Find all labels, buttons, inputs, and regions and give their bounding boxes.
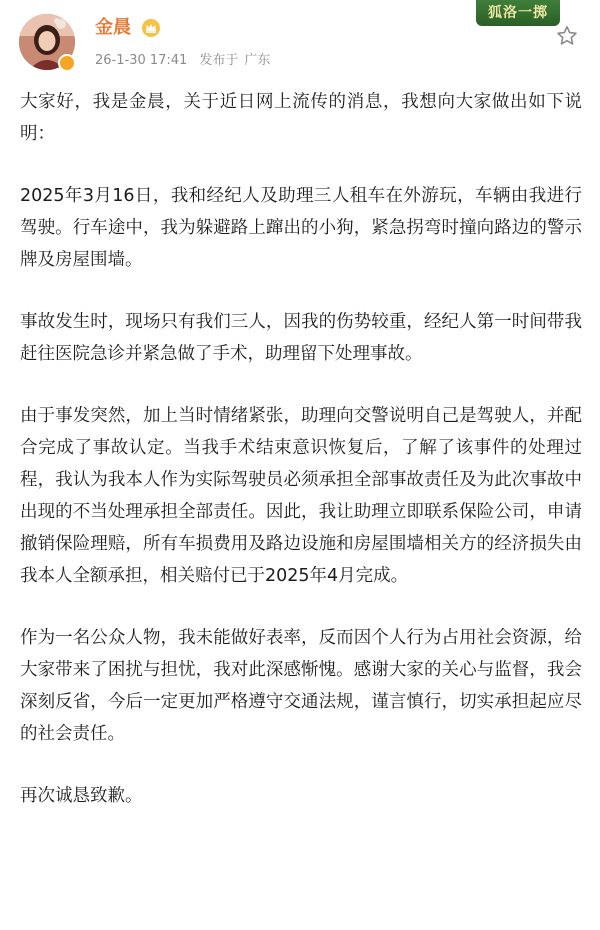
post-paragraph: 再次诚恳致歉。 — [20, 786, 143, 806]
post-paragraph: 2025年3月16日，我和经纪人及助理三人租车在外游玩，车辆由我进行驾驶。行车途中，我为躲避路上蹿出的小狗，紧急拐弯时撞向路边的警示牌及房屋围墙。 — [20, 186, 582, 270]
location-value: 广东 — [244, 53, 271, 68]
author-name[interactable]: 金晨 — [95, 17, 131, 38]
post-timestamp: 26-1-30 17:41 — [95, 53, 188, 68]
post-paragraph: 由于事发突然，加上当时情绪紧张，助理向交警说明自己是驾驶人，并配合完成了事故认定。当我手术结束意识恢复后，了解了该事件的处理过程，我认为我本人作为实际驾驶员必须承担全部事故责任及为此次事故中出现的不当处理承担全部责任。因此，我让助理立即联系保险公司，申请撤销保险理赔，所有车损费用及路边设施和房屋围墙相关方的经济损失由我本人全额承担，相关赔付已于2025年4月完成。 — [20, 406, 582, 586]
crown-icon — [141, 18, 161, 38]
verified-badge-icon — [58, 54, 76, 72]
post-meta — [95, 52, 270, 70]
post-header — [0, 0, 600, 84]
post-body — [20, 86, 582, 812]
post-paragraph: 作为一名公众人物，我未能做好表率，反而因个人行为占用社会资源，给大家带来了困扰与担忧，我对此深感惭愧。感谢大家的关心与监督，我会深刻反省，今后一定更加严格遵守交通法规，谨言慎行，切实承担起应尽的社会责任。 — [20, 628, 582, 744]
star-icon[interactable] — [555, 24, 579, 48]
location-label: 发布于 — [199, 53, 239, 68]
brand-watermark-badge: 狐洛一掷 — [476, 0, 560, 26]
post-paragraph: 事故发生时，现场只有我们三人，因我的伤势较重，经纪人第一时间带我赶往医院急诊并紧急做了手术，助理留下处理事故。 — [20, 312, 582, 364]
post-paragraph: 大家好，我是金晨，关于近日网上流传的消息，我想向大家做出如下说明： — [20, 92, 582, 144]
